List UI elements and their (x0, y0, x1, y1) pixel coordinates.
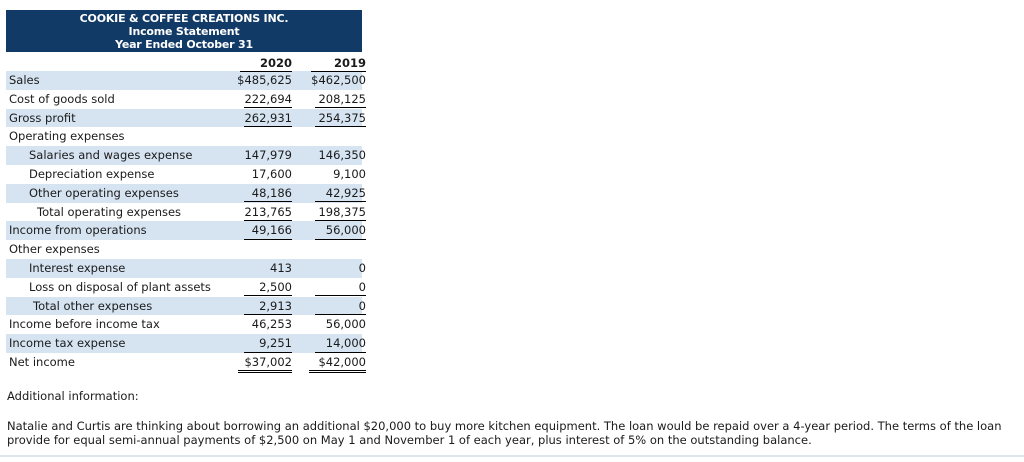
value-2020: 2,500 (259, 279, 292, 294)
value-2020: 222,694 (244, 91, 292, 106)
table-row (6, 221, 366, 240)
table-row (6, 203, 366, 222)
table-row (6, 71, 366, 90)
total-other-2019-underline (315, 314, 366, 315)
table-row (6, 334, 366, 353)
year-header-row (6, 52, 366, 71)
row-label: Cost of goods sold (9, 91, 115, 106)
statement-rows (6, 71, 366, 372)
row-label: Total other expenses (33, 298, 153, 313)
table-row (6, 315, 366, 334)
bottom-divider (0, 455, 1024, 457)
value-2019: 56,000 (325, 317, 366, 332)
income-statement-table (6, 10, 366, 372)
value-2020: 49,166 (251, 223, 292, 238)
table-row (6, 353, 366, 372)
value-2020: 213,765 (244, 204, 292, 219)
tax-2019-underline (315, 352, 366, 353)
value-2019: 0 (358, 279, 366, 294)
row-label: Sales (9, 73, 40, 87)
table-row (6, 127, 362, 146)
tax-2020-underline (244, 352, 292, 353)
value-2020: 9,251 (259, 336, 292, 351)
value-2019: 198,375 (318, 204, 366, 219)
value-2019: $462,500 (311, 73, 366, 87)
net-income-2020-double-underline-a (238, 370, 292, 371)
table-row (6, 109, 366, 128)
other-opex-2020-underline (244, 201, 292, 202)
row-label: Operating expenses (9, 129, 125, 144)
row-label: Income before income tax (9, 317, 160, 332)
value-2019: 254,375 (318, 110, 366, 125)
row-label: Income from operations (9, 223, 147, 238)
value-2019: $42,000 (318, 354, 366, 369)
loss-disposal-2020-underline (244, 295, 292, 296)
table-row (6, 278, 366, 297)
loss-disposal-2019-underline (315, 295, 366, 296)
year-2019-header: 2019 (333, 56, 366, 70)
net-income-2019-double-underline-a (309, 370, 366, 371)
company-name: COOKIE & COFFEE CREATIONS INC. (79, 12, 289, 25)
value-2019: 146,350 (318, 148, 366, 163)
statement-header (6, 10, 362, 52)
table-row (6, 184, 366, 203)
cogs-2019-underline (315, 107, 366, 108)
total-other-2020-underline (244, 314, 292, 315)
income-ops-2020-underline (244, 239, 292, 240)
value-2020: 2,913 (259, 298, 292, 313)
statement-period: Year Ended October 31 (115, 38, 253, 51)
row-label: Depreciation expense (29, 166, 155, 181)
statement-title: Income Statement (128, 25, 240, 38)
value-2020: $485,625 (237, 73, 292, 87)
gross-profit-2019-underline (315, 126, 366, 127)
additional-info-text: Natalie and Curtis are thinking about borrowing an additional $20,000 to buy more kitchen equipment. The loan would be repaid over a 4-year period. The terms of the loan provide for equal semi-annual payments of $2,500 on May 1 and November 1 of each year, plus interest of 5% on the outstanding balance. (7, 419, 1002, 447)
table-row (6, 165, 366, 184)
value-2019: 56,000 (325, 223, 366, 238)
value-2019: 0 (358, 298, 366, 313)
year-2020-header: 2020 (259, 56, 292, 70)
net-income-2020-double-underline-b (238, 372, 292, 373)
value-2019: 9,100 (333, 166, 366, 181)
year-2019-underline (311, 71, 366, 72)
table-row (6, 146, 366, 165)
row-label: Gross profit (9, 110, 76, 125)
value-2020: $37,002 (244, 354, 292, 369)
row-label: Salaries and wages expense (29, 148, 193, 163)
table-row (6, 240, 362, 259)
cogs-2020-underline (244, 107, 292, 108)
total-opex-2019-underline (315, 220, 366, 221)
row-label: Net income (9, 354, 75, 369)
table-row (6, 259, 366, 278)
value-2020: 48,186 (251, 185, 292, 200)
row-label: Other operating expenses (29, 185, 179, 200)
row-label: Total operating expenses (37, 204, 182, 219)
value-2019: 42,925 (325, 185, 366, 200)
value-2019: 14,000 (325, 336, 366, 351)
row-label: Income tax expense (9, 336, 126, 351)
value-2020: 17,600 (251, 166, 292, 181)
gross-profit-2020-underline (244, 126, 292, 127)
other-opex-2019-underline (315, 201, 366, 202)
value-2019: 0 (358, 260, 366, 275)
year-2020-underline (240, 71, 292, 72)
value-2019: 208,125 (318, 91, 366, 106)
row-label: Interest expense (29, 260, 126, 275)
value-2020: 413 (270, 260, 292, 275)
value-2020: 147,979 (244, 148, 292, 163)
additional-info-title: Additional information: (7, 389, 139, 403)
net-income-2019-double-underline-b (309, 372, 366, 373)
row-label: Loss on disposal of plant assets (29, 279, 211, 294)
row-label: Other expenses (9, 242, 100, 257)
value-2020: 46,253 (251, 317, 292, 332)
table-row (6, 90, 366, 109)
table-row (6, 297, 366, 316)
value-2020: 262,931 (244, 110, 292, 125)
total-opex-2020-underline (244, 220, 292, 221)
income-ops-2019-underline (315, 239, 366, 240)
